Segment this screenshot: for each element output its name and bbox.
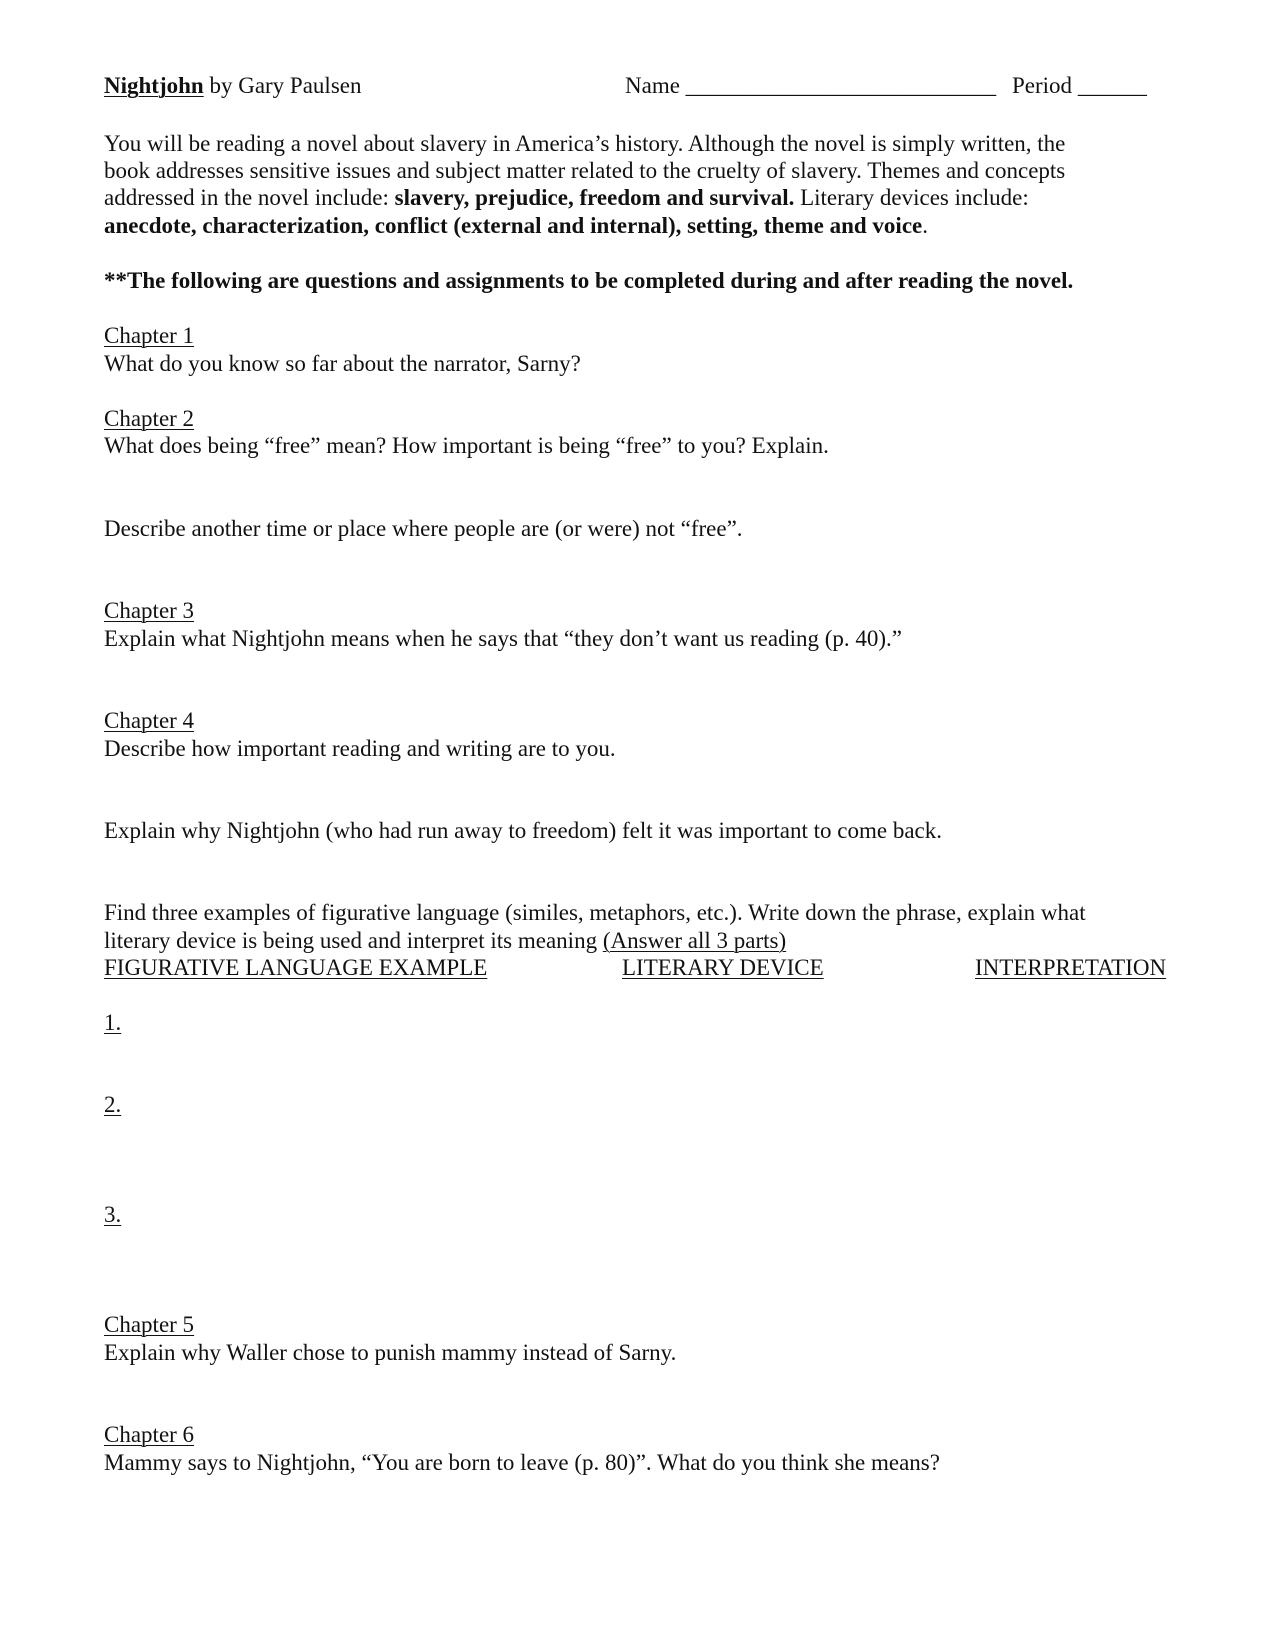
chapter-1-question: What do you know so far about the narrator, Sarny? (104, 351, 581, 376)
column-literary-device: LITERARY DEVICE (622, 955, 824, 980)
chapter-1-heading: Chapter 1 (104, 323, 195, 348)
intro-line-3-text-end: Literary devices include: (794, 185, 1029, 210)
period-blank: ______ (1077, 73, 1147, 98)
answer-all-note: (Answer all 3 parts) (602, 928, 787, 953)
intro-devices: anecdote, characterization, conflict (external and internal), setting, theme and voice (104, 213, 923, 238)
intro-line-4 (104, 212, 928, 240)
chapter-5-question: Explain why Waller chose to punish mammy instead of Sarny. (104, 1340, 677, 1365)
chapter-4-question-2: Explain why Nightjohn (who had run away to freedom) felt it was important to come back. (104, 818, 943, 843)
item-number-1: 1. (104, 1010, 122, 1035)
chapter-2-question-2: Describe another time or place where people are (or were) not “free”. (104, 516, 743, 541)
chapter-2-question-1: What does being “free” mean? How important is being “free” to you? Explain. (104, 433, 829, 458)
name-field (625, 72, 996, 100)
chapter-6-question: Mammy says to Nightjohn, “You are born to leave (p. 80)”. What do you think she means? (104, 1450, 940, 1475)
instructions: **The following are questions and assignments to be completed during and after reading the novel. (104, 268, 1074, 293)
column-figurative-language-example: FIGURATIVE LANGUAGE EXAMPLE (104, 955, 488, 980)
name-blank: ___________________________ (685, 73, 997, 98)
period-label: Period (1012, 73, 1073, 98)
intro-line-1: You will be reading a novel about slavery in America’s history. Although the novel is simply written, the (104, 131, 1066, 156)
chapter-4-question-1: Describe how important reading and writing are to you. (104, 736, 616, 761)
item-number-2: 2. (104, 1092, 122, 1117)
period-field (1012, 72, 1147, 100)
intro-themes: slavery, prejudice, freedom and survival. (394, 185, 795, 210)
chapter-4-question-3-line-2 (104, 927, 786, 955)
chapter-4-question-3-text: literary device is being used and interpret its meaning (104, 928, 603, 953)
item-number-3: 3. (104, 1202, 122, 1227)
column-interpretation: INTERPRETATION (975, 955, 1167, 980)
intro-line-3 (104, 184, 1029, 212)
chapter-5-heading: Chapter 5 (104, 1312, 195, 1337)
intro-line-3-text: addressed in the novel include: (104, 185, 395, 210)
chapter-6-heading: Chapter 6 (104, 1422, 195, 1447)
chapter-3-question: Explain what Nightjohn means when he says that “they don’t want us reading (p. 40).” (104, 626, 903, 651)
book-title: Nightjohn (104, 73, 204, 98)
intro-line-4-end: . (922, 213, 928, 238)
chapter-4-question-3-line-1: Find three examples of figurative language (similes, metaphors, etc.). Write down the phrase, explain what (104, 900, 1086, 925)
book-author: by Gary Paulsen (203, 73, 362, 98)
name-label: Name (625, 73, 680, 98)
intro-line-2: book addresses sensitive issues and subject matter related to the cruelty of slavery. Themes and concepts (104, 158, 1066, 183)
chapter-4-heading: Chapter 4 (104, 708, 195, 733)
header-title-row (104, 72, 361, 100)
chapter-2-heading: Chapter 2 (104, 406, 195, 431)
chapter-3-heading: Chapter 3 (104, 598, 195, 623)
